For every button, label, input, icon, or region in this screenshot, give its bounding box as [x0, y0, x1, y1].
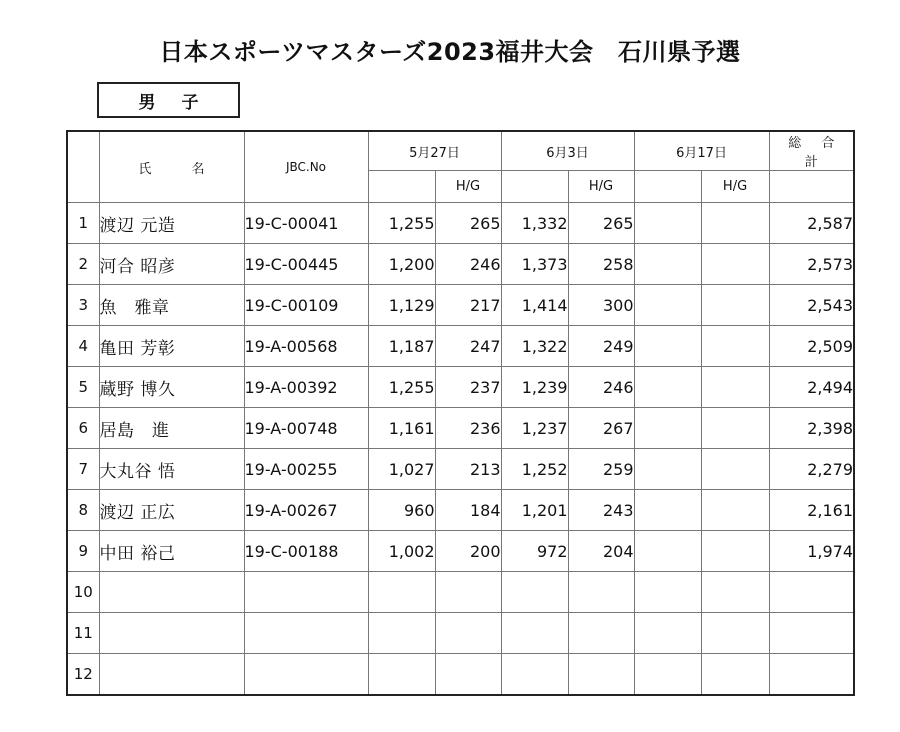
table-row [67, 490, 854, 531]
player-name: 亀田 芳彰 [99, 326, 244, 367]
round2-hg: 259 [568, 449, 634, 490]
round3-score [634, 285, 701, 326]
round1-score: 1,255 [368, 367, 435, 408]
row-number: 2 [67, 244, 99, 285]
player-name: 蔵野 博久 [99, 367, 244, 408]
round3-hg [701, 408, 769, 449]
round1-score: 1,002 [368, 531, 435, 572]
round2-score: 1,237 [501, 408, 568, 449]
total-score: 2,161 [769, 490, 854, 531]
round1-hg [435, 572, 501, 613]
round3-score [634, 244, 701, 285]
round1-hg [435, 613, 501, 654]
header-round1-hg: H/G [435, 171, 501, 203]
row-number: 11 [67, 613, 99, 654]
jbc-number: 19-A-00748 [244, 408, 368, 449]
round1-hg: 236 [435, 408, 501, 449]
total-score: 2,573 [769, 244, 854, 285]
round1-hg: 213 [435, 449, 501, 490]
round2-hg [568, 613, 634, 654]
round2-hg: 265 [568, 203, 634, 244]
round1-score: 1,255 [368, 203, 435, 244]
results-table [66, 130, 855, 696]
header-jbc: JBC.No [244, 131, 368, 203]
round3-hg [701, 572, 769, 613]
round2-hg [568, 572, 634, 613]
round2-hg: 204 [568, 531, 634, 572]
round2-hg: 249 [568, 326, 634, 367]
round3-score [634, 203, 701, 244]
player-name: 中田 裕己 [99, 531, 244, 572]
round3-hg [701, 285, 769, 326]
row-number: 1 [67, 203, 99, 244]
player-name [99, 572, 244, 613]
table-row [67, 285, 854, 326]
header-round1-score [368, 171, 435, 203]
player-name: 渡辺 元造 [99, 203, 244, 244]
table-row [67, 654, 854, 696]
table-row [67, 408, 854, 449]
round3-hg [701, 613, 769, 654]
round1-hg: 217 [435, 285, 501, 326]
round3-hg [701, 449, 769, 490]
row-number: 12 [67, 654, 99, 696]
round1-hg: 184 [435, 490, 501, 531]
round3-hg [701, 531, 769, 572]
round3-score [634, 408, 701, 449]
header-name: 氏 名 [99, 131, 244, 203]
player-name [99, 654, 244, 696]
round1-score: 1,200 [368, 244, 435, 285]
jbc-number: 19-A-00568 [244, 326, 368, 367]
category-label: 男 子 [97, 82, 240, 118]
round2-score: 1,373 [501, 244, 568, 285]
total-score: 2,587 [769, 203, 854, 244]
total-score [769, 613, 854, 654]
round3-score [634, 654, 701, 696]
total-score [769, 654, 854, 696]
header-total: 総 合 計 [769, 131, 854, 171]
jbc-number [244, 613, 368, 654]
round1-score: 1,161 [368, 408, 435, 449]
round3-score [634, 531, 701, 572]
round3-hg [701, 490, 769, 531]
header-no [67, 131, 99, 203]
table-row [67, 449, 854, 490]
row-number: 6 [67, 408, 99, 449]
jbc-number: 19-C-00188 [244, 531, 368, 572]
round2-score [501, 654, 568, 696]
row-number: 4 [67, 326, 99, 367]
round2-hg: 300 [568, 285, 634, 326]
round2-score: 1,252 [501, 449, 568, 490]
round2-hg: 243 [568, 490, 634, 531]
round1-hg: 200 [435, 531, 501, 572]
jbc-number: 19-A-00392 [244, 367, 368, 408]
header-round2-hg: H/G [568, 171, 634, 203]
total-score: 2,494 [769, 367, 854, 408]
table-row [67, 326, 854, 367]
round1-score: 1,187 [368, 326, 435, 367]
round3-score [634, 367, 701, 408]
jbc-number [244, 572, 368, 613]
round1-score: 1,027 [368, 449, 435, 490]
header-round2-date: 6月3日 [501, 131, 634, 171]
table-row [67, 203, 854, 244]
round2-score [501, 572, 568, 613]
jbc-number: 19-C-00109 [244, 285, 368, 326]
round1-hg: 247 [435, 326, 501, 367]
round3-score [634, 613, 701, 654]
round2-score: 1,414 [501, 285, 568, 326]
player-name: 河合 昭彦 [99, 244, 244, 285]
row-number: 7 [67, 449, 99, 490]
round2-hg: 246 [568, 367, 634, 408]
table-row [67, 531, 854, 572]
round1-hg: 237 [435, 367, 501, 408]
round3-hg [701, 367, 769, 408]
row-number: 8 [67, 490, 99, 531]
round2-score [501, 613, 568, 654]
round1-score [368, 654, 435, 696]
round3-hg [701, 244, 769, 285]
player-name [99, 613, 244, 654]
player-name: 渡辺 正広 [99, 490, 244, 531]
round3-score [634, 490, 701, 531]
table-row [67, 572, 854, 613]
round2-score: 1,322 [501, 326, 568, 367]
jbc-number: 19-A-00267 [244, 490, 368, 531]
table-row [67, 367, 854, 408]
round1-hg: 265 [435, 203, 501, 244]
row-number: 9 [67, 531, 99, 572]
table-row [67, 244, 854, 285]
table-row [67, 613, 854, 654]
header-round3-score [634, 171, 701, 203]
row-number: 10 [67, 572, 99, 613]
total-score: 2,543 [769, 285, 854, 326]
round1-score: 1,129 [368, 285, 435, 326]
round2-hg [568, 654, 634, 696]
total-score [769, 572, 854, 613]
round2-score: 1,239 [501, 367, 568, 408]
round3-score [634, 326, 701, 367]
round1-score: 960 [368, 490, 435, 531]
row-number: 3 [67, 285, 99, 326]
total-score: 2,279 [769, 449, 854, 490]
header-round3-date: 6月17日 [634, 131, 769, 171]
round3-hg [701, 654, 769, 696]
row-number: 5 [67, 367, 99, 408]
total-score: 2,398 [769, 408, 854, 449]
round1-score [368, 572, 435, 613]
round1-hg [435, 654, 501, 696]
player-name: 居島 進 [99, 408, 244, 449]
jbc-number: 19-C-00445 [244, 244, 368, 285]
total-score: 1,974 [769, 531, 854, 572]
page-title: 日本スポーツマスターズ2023福井大会 石川県予選 [159, 38, 741, 66]
header-round2-score [501, 171, 568, 203]
header-round3-hg: H/G [701, 171, 769, 203]
header-total-sub [769, 171, 854, 203]
round2-hg: 267 [568, 408, 634, 449]
header-row-dates [67, 131, 854, 171]
header-round1-date: 5月27日 [368, 131, 501, 171]
round3-hg [701, 203, 769, 244]
total-score: 2,509 [769, 326, 854, 367]
player-name: 魚 雅章 [99, 285, 244, 326]
round1-hg: 246 [435, 244, 501, 285]
round3-hg [701, 326, 769, 367]
round2-score: 1,201 [501, 490, 568, 531]
jbc-number: 19-A-00255 [244, 449, 368, 490]
player-name: 大丸谷 悟 [99, 449, 244, 490]
round2-hg: 258 [568, 244, 634, 285]
round3-score [634, 572, 701, 613]
jbc-number: 19-C-00041 [244, 203, 368, 244]
jbc-number [244, 654, 368, 696]
round2-score: 1,332 [501, 203, 568, 244]
round3-score [634, 449, 701, 490]
round1-score [368, 613, 435, 654]
round2-score: 972 [501, 531, 568, 572]
results-body [67, 203, 854, 696]
